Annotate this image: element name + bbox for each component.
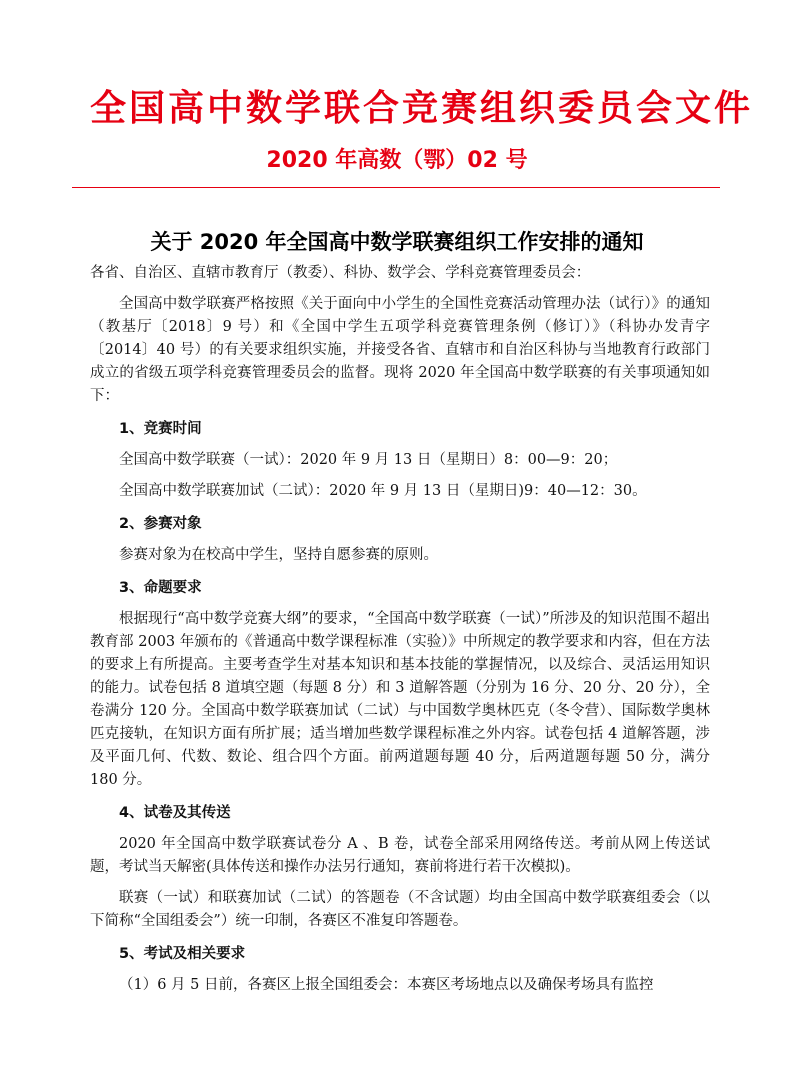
notice-body <box>90 262 710 997</box>
section-paragraph: （1）6 月 5 日前，各赛区上报全国组委会：本赛区考场地点以及确保考场具有监控 <box>119 977 654 993</box>
org-masthead: 全国高中数学联合竞赛组织委员会文件 <box>90 88 754 129</box>
section-paragraph: 2020 年全国高中数学联赛试卷分 A 、B 卷，试卷全部采用网络传送。考前从网上传送试题，考试当天解密(具体传送和操作办法另行通知，赛前将进行若干次模拟)。 <box>90 836 710 875</box>
section-heading: 1、竞赛时间 <box>119 421 202 437</box>
section-heading: 4、试卷及其传送 <box>119 805 231 821</box>
salutation: 各省、自治区、直辖市教育厅（教委）、科协、数学会、学科竞赛管理委员会： <box>90 265 591 281</box>
section-heading: 3、命题要求 <box>119 580 202 596</box>
notice-title: 关于 2020 年全国高中数学联赛组织工作安排的通知 <box>150 230 644 254</box>
section-heading: 2、参赛对象 <box>119 516 202 532</box>
section-paragraph: 根据现行“高中数学竞赛大纲”的要求，“全国高中数学联赛（一试）”所涉及的知识范围不超出教育部 2003 年颁布的《普通高中数学课程标准（实验）》中所规定的教学要求和内容，但在方法的要求上有所提高。主要考查学生对基本知识和基本技能的掌握情况，以及综合、灵活运用知识的能力。试卷包括 8 道填空题（每题 8 分）和 3 道解答题（分别为 16 分、20 分、20 分），全卷满分 120 分。全国高中数学联赛加试（二试）与中国数学奥林匹克（冬令营）、国际数学奥林匹克接轨，在知识方面有所扩展；适当增加些数学课程标准之外内容。试卷包括 4 道解答题，涉及平面几何、代数、数论、组合四个方面。前两道题每题 40 分，后两道题每题 50 分，满分 180 分。 <box>90 611 710 788</box>
section-heading: 5、考试及相关要求 <box>119 946 246 962</box>
intro-paragraph: 全国高中数学联赛严格按照《关于面向中小学生的全国性竞赛活动管理办法（试行）》的通知（教基厅〔2018〕9 号）和《全国中学生五项学科竞赛管理条例（修订）》（科协办发青字〔2014〕40 号）的有关要求组织实施，并接受各省、直辖市和自治区科协与当地教育行政部门成立的省级五项学科竞赛管理委员会的监督。现将 2020 年全国高中数学联赛的有关事项通知如下： <box>90 296 710 404</box>
section-paragraph: 全国高中数学联赛加试（二试）：2020 年 9 月 13 日（星期日)9：40—12：30。 <box>119 483 647 499</box>
red-divider <box>72 187 720 188</box>
section-paragraph: 参赛对象为在校高中学生，坚持自愿参赛的原则。 <box>119 547 438 563</box>
section-paragraph: 全国高中数学联赛（一试）：2020 年 9 月 13 日（星期日）8：00—9：20； <box>119 452 618 468</box>
document-number: 2020 年高数（鄂）02 号 <box>266 148 528 173</box>
section-paragraph: 联赛（一试）和联赛加试（二试）的答题卷（不含试题）均由全国高中数学联赛组委会（以下简称“全国组委会”）统一印制，各赛区不准复印答题卷。 <box>90 890 710 929</box>
